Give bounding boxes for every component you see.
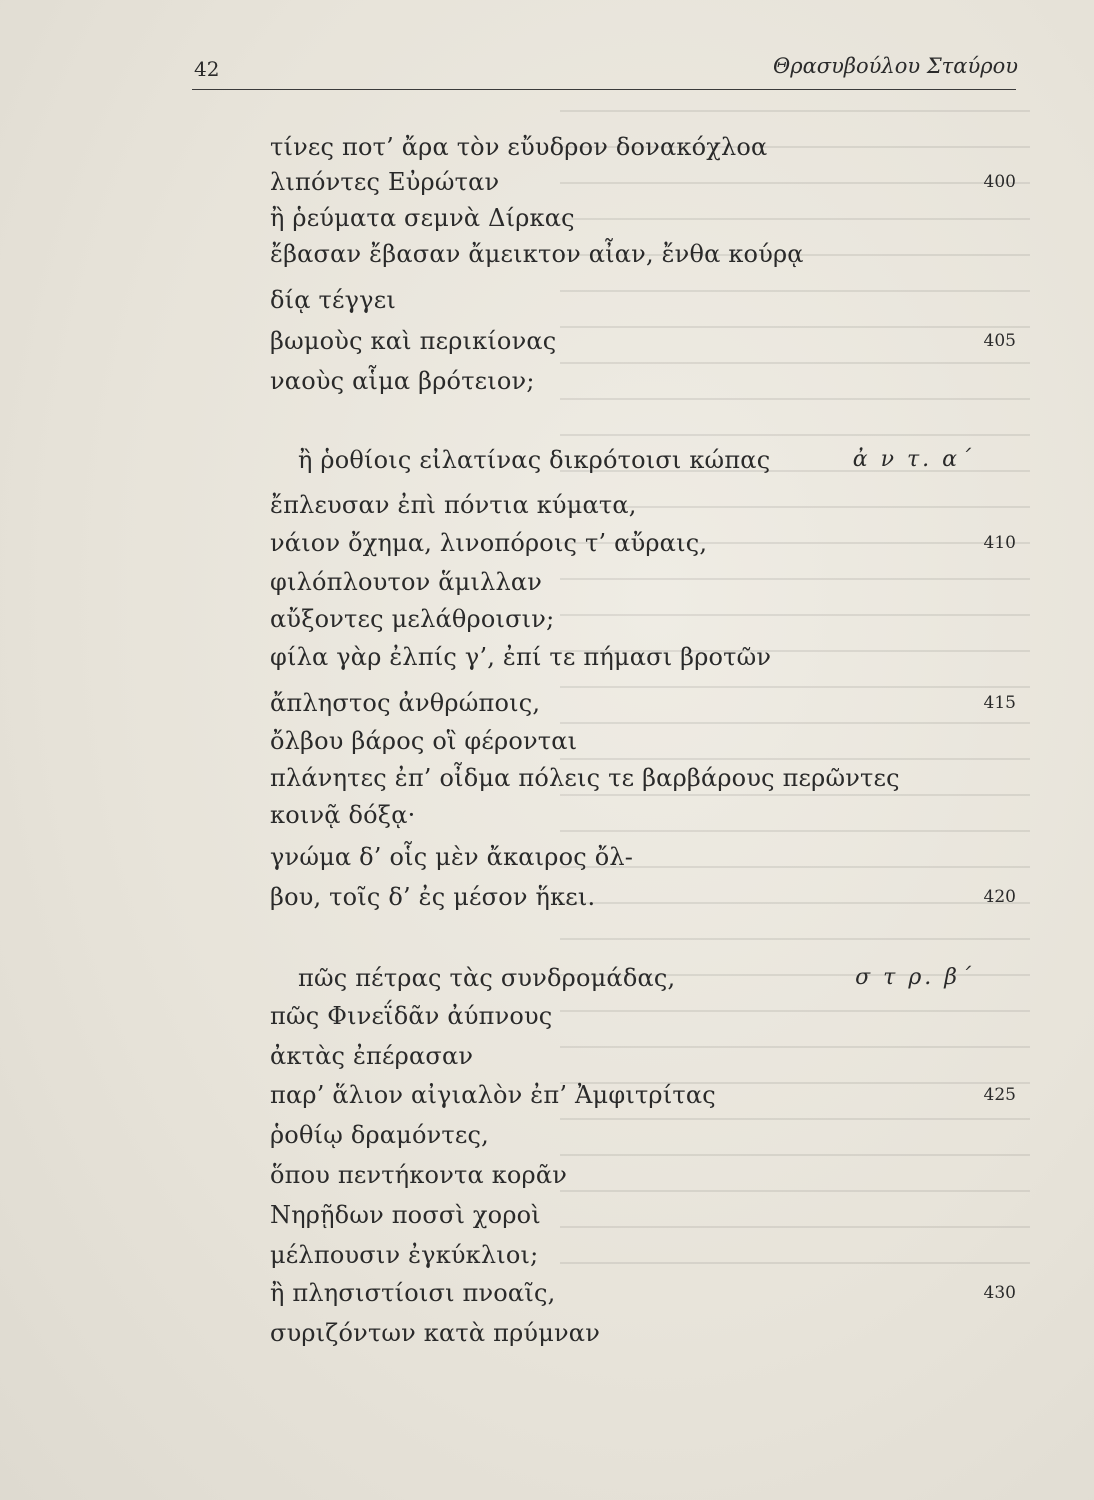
verse-line: ἔπλευσαν ἐπὶ πόντια κύματα, [270, 491, 637, 519]
running-head: Θρασυβούλου Σταύρου [773, 54, 1018, 78]
line-number: 415 [983, 693, 1016, 713]
verse-line: συριζόντων κατὰ πρύμναν [270, 1319, 600, 1347]
verse-line: νάιον ὄχημα, λινοπόροις τ’ αὔραις, [270, 529, 708, 557]
verse-line: ἢ πλησιστίοισι πνοαῖς, [270, 1279, 556, 1307]
line-number: 400 [983, 172, 1016, 192]
verse-line: ἔβασαν ἔβασαν ἄμεικτον αἶαν, ἔνθα κούρᾳ [270, 240, 804, 268]
strophe-label: σ τ ρ. β΄ [855, 965, 974, 990]
verse-line: κοινᾷ δόξᾳ· [270, 801, 416, 829]
verse-line: λιπόντες Εὐρώταν [270, 168, 500, 196]
verse-line: αὔξοντες μελάθροισιν; [270, 605, 555, 633]
verse-line: δίᾳ τέγγει [270, 286, 396, 314]
verse-line: φιλόπλουτον ἅμιλλαν [270, 568, 543, 596]
header-rule [192, 89, 1016, 90]
verse-line: ὄλβου βάρος οἳ φέρονται [270, 727, 578, 755]
line-number: 410 [983, 533, 1016, 553]
verse-line: πῶς πέτρας τὰς συνδρομάδας, [298, 964, 676, 992]
line-number: 430 [983, 1283, 1016, 1303]
verse-line: ὅπου πεντήκοντα κορᾶν [270, 1161, 568, 1189]
verse-line: Νηρῇδων ποσσὶ χοροὶ [270, 1201, 541, 1229]
verse-line: βωμοὺς καὶ περικίονας [270, 327, 557, 355]
verse-line: παρ’ ἅλιον αἰγιαλὸν ἐπ’ Ἀμφιτρίτας [270, 1081, 716, 1109]
strophe-label: ἀ ν τ. α΄ [852, 447, 974, 472]
verse-line: ἀκτὰς ἐπέρασαν [270, 1042, 474, 1070]
verse-line: τίνες ποτ’ ἄρα τὸν εὔυδρον δονακόχλοα [270, 133, 768, 161]
verse-line: ἢ ῥοθίοις εἰλατίνας δικρότοισι κώπας [298, 446, 771, 474]
verse-line: βου, τοῖς δ’ ἐς μέσον ἥκει. [270, 883, 596, 911]
page-number: 42 [194, 57, 220, 81]
verse-line: πλάνητες ἐπ’ οἶδμα πόλεις τε βαρβάρους περῶντες [270, 764, 900, 792]
line-number: 405 [983, 331, 1016, 351]
verse-line: ἢ ῥεύματα σεμνὰ Δίρκας [270, 204, 575, 232]
line-number: 420 [983, 887, 1016, 907]
verse-line: φίλα γὰρ ἐλπίς γ’, ἐπί τε πήμασι βροτῶν [270, 643, 772, 671]
verse-line: ἄπληστος ἀνθρώποις, [270, 689, 541, 717]
line-number: 425 [983, 1085, 1016, 1105]
verse-line: πῶς Φινεΐδᾶν ἀύπνους [270, 1002, 553, 1030]
verse-line: ῥοθίῳ δραμόντες, [270, 1121, 490, 1149]
verse-line: γνώμα δ’ οἷς μὲν ἄκαιρος ὄλ- [270, 843, 634, 871]
verse-line: μέλπουσιν ἐγκύκλιοι; [270, 1241, 539, 1269]
verse-line: ναοὺς αἷμα βρότειον; [270, 367, 535, 395]
